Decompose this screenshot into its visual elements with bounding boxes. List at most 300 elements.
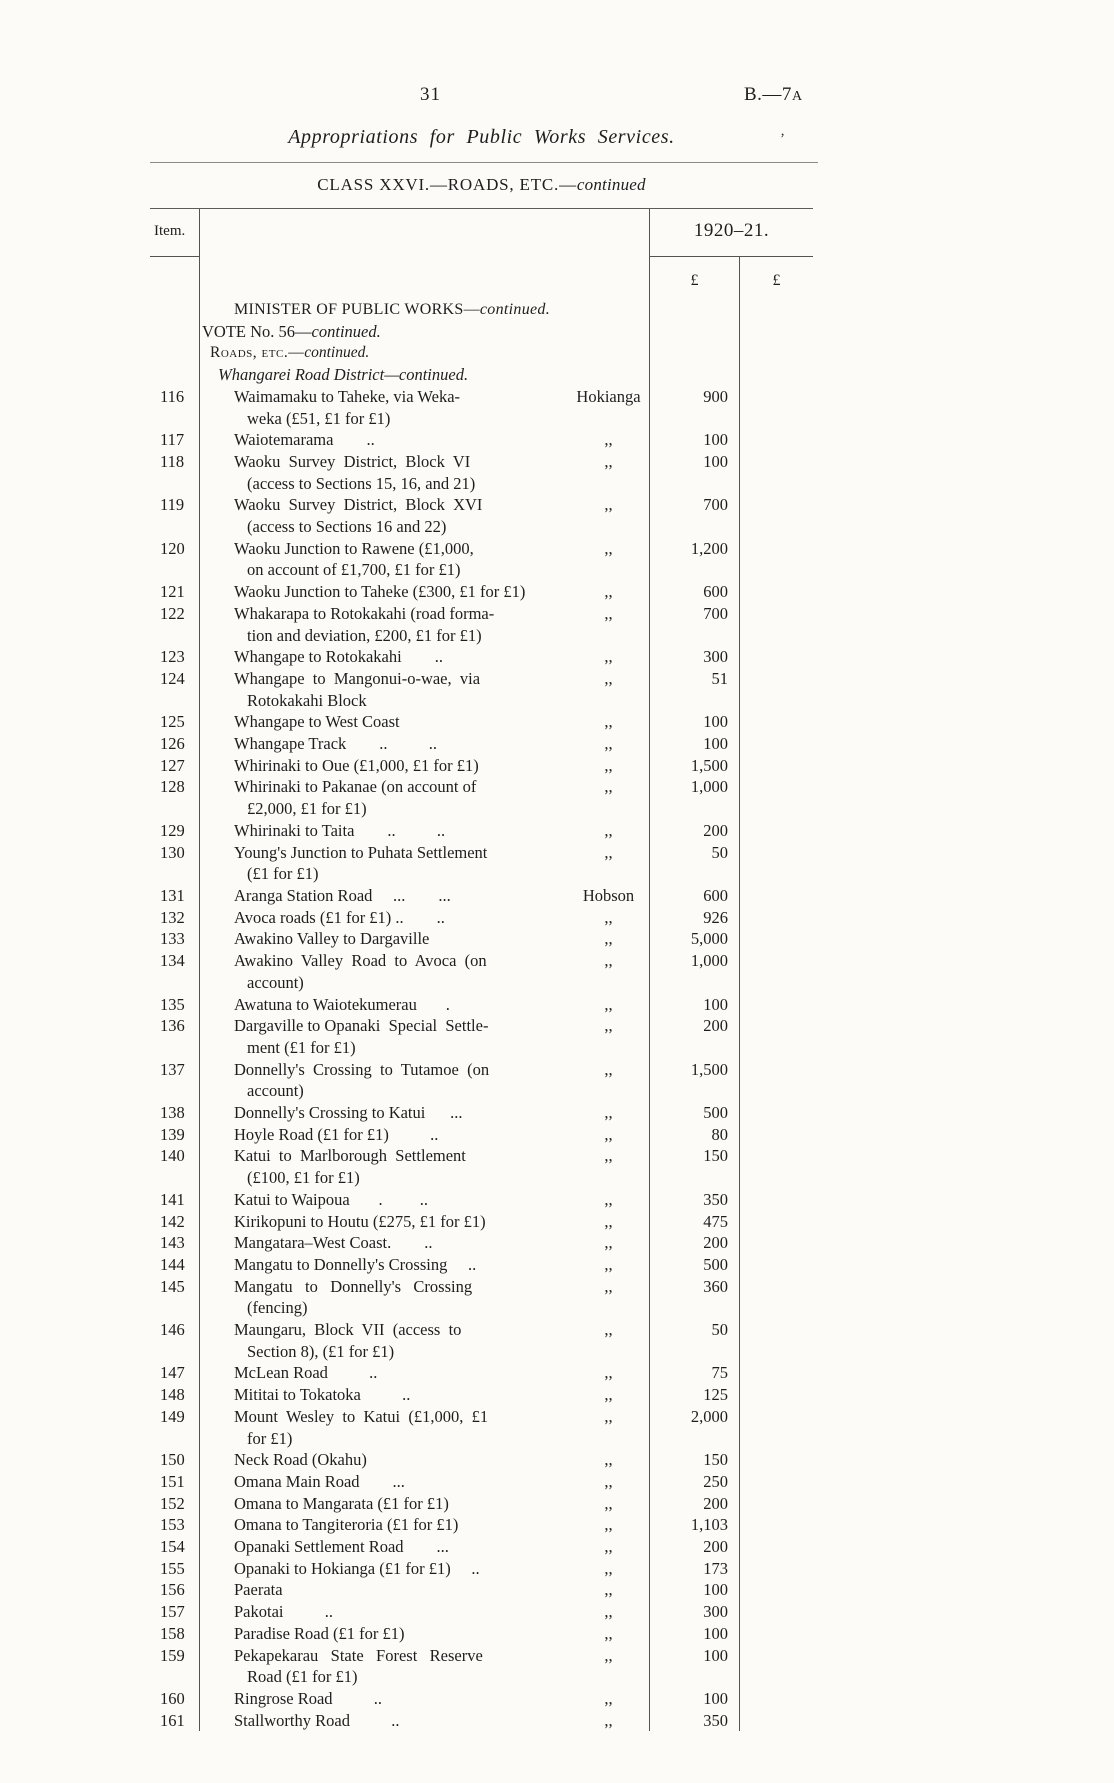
class-heading [150,175,813,195]
table-row [150,733,813,755]
table-row [150,451,813,494]
district [568,321,650,343]
description: Paerata [234,1580,283,1600]
district: ,, [568,733,650,755]
table-row [150,820,813,842]
header-spacer [200,209,568,257]
amount: 900 [650,386,740,429]
item-number: 125 [150,711,200,733]
table-row [150,907,813,929]
amount: 150 [650,1449,740,1471]
district: ,, [568,1232,650,1254]
section-continued: continued. [304,344,370,362]
item-number: 156 [150,1579,200,1601]
item-number: 146 [150,1319,200,1362]
description: Donnelly's Crossing to Katui ... [234,1103,463,1123]
amount: 1,000 [650,950,740,993]
table-body [150,299,813,1731]
amount: 600 [650,581,740,603]
amount-secondary [740,1211,813,1233]
amount-secondary [740,820,813,842]
district: ,, [568,494,650,537]
amount: 500 [650,1102,740,1124]
description: Kirikopuni to Houtu (£275, £1 for £1) [234,1211,486,1231]
amount-secondary [740,321,813,343]
amount-secondary [740,299,813,321]
amount-secondary [740,1232,813,1254]
description: Omana to Tangiteroria (£1 for £1) [234,1515,459,1535]
amount: 100 [650,1623,740,1645]
amount-secondary [740,885,813,907]
item-number: 161 [150,1710,200,1732]
amount-secondary [740,1558,813,1580]
currency-header-left: £ [650,257,740,299]
description: Whakarapa to Rotokakahi (road forma- tion and deviation, £200, £1 for £1) [234,603,495,645]
amount: 1,200 [650,538,740,581]
amount-secondary [740,1514,813,1536]
description: Awakino Valley to Dargaville [234,929,430,949]
amount-secondary [740,1471,813,1493]
district: ,, [568,1254,650,1276]
amount-secondary [740,994,813,1016]
amount-secondary [740,386,813,429]
district: Hobson [568,885,650,907]
amount: 1,103 [650,1514,740,1536]
amount-secondary [740,1623,813,1645]
amount: 51 [650,668,740,711]
table-row [150,603,813,646]
item-number: 133 [150,928,200,950]
amount: 700 [650,603,740,646]
amount: 200 [650,1536,740,1558]
district: ,, [568,581,650,603]
item-number [150,321,200,343]
table-row [150,1059,813,1102]
currency-header-right: £ [772,272,781,289]
amount: 500 [650,1254,740,1276]
table-row [150,928,813,950]
district: ,, [568,1514,650,1536]
item-number: 119 [150,494,200,537]
table-row [150,386,813,429]
description: Waiotemarama .. [234,430,375,450]
amount-secondary [740,1189,813,1211]
amount-secondary [740,755,813,777]
description: Katui to Marlborough Settlement (£100, £1 for £1) [234,1146,466,1188]
amount-secondary [740,1254,813,1276]
description [200,342,568,364]
table-row [150,1232,813,1254]
table-row [150,1471,813,1493]
district: ,, [568,1362,650,1384]
amount-secondary [740,1601,813,1623]
table-row [150,1406,813,1449]
item-number: 134 [150,950,200,993]
district: ,, [568,1449,650,1471]
district: ,, [568,1471,650,1493]
district: ,, [568,668,650,711]
description: Stallworthy Road .. [234,1710,400,1730]
amount: 100 [650,451,740,494]
header-spacer [200,257,568,299]
description: Paradise Road (£1 for £1) [234,1623,405,1643]
amount: 350 [650,1189,740,1211]
amount: 100 [650,1579,740,1601]
description: Mangatara–West Coast. .. [234,1233,433,1253]
item-number: 117 [150,429,200,451]
district: ,, [568,1124,650,1146]
item-number: 157 [150,1601,200,1623]
description: Neck Road (Okahu) [234,1450,367,1470]
item-number: 140 [150,1145,200,1188]
item-column-header: Item. [150,209,200,257]
table-row [150,429,813,451]
table-row [150,494,813,537]
item-number: 148 [150,1384,200,1406]
item-number: 121 [150,581,200,603]
district: ,, [568,711,650,733]
item-number: 126 [150,733,200,755]
table-row [150,1449,813,1471]
table-row [150,842,813,885]
district: ,, [568,1102,650,1124]
amount-secondary [740,1449,813,1471]
amount: 100 [650,1688,740,1710]
amount-secondary [740,950,813,993]
district: ,, [568,1384,650,1406]
item-number: 160 [150,1688,200,1710]
item-number: 154 [150,1536,200,1558]
amount-secondary [740,907,813,929]
table-row [150,1276,813,1319]
amount [650,364,740,386]
district: ,, [568,1059,650,1102]
district: ,, [568,1211,650,1233]
table-row [150,1514,813,1536]
class-heading-text: CLASS XXVI.—ROADS, ETC.— [317,175,577,194]
amount: 1,500 [650,1059,740,1102]
item-number: 150 [150,1449,200,1471]
district: ,, [568,1406,650,1449]
item-number [150,342,200,364]
item-number: 123 [150,646,200,668]
amount-secondary [740,1059,813,1102]
table-row [150,1623,813,1645]
description: Mititai to Tokatoka .. [234,1385,411,1405]
district: ,, [568,1710,650,1732]
description: Whirinaki to Oue (£1,000, £1 for £1) [234,755,479,775]
district [568,364,650,386]
table-row [150,1384,813,1406]
section-continued: continued. [311,321,381,341]
table-row [150,1102,813,1124]
amount-secondary [740,1362,813,1384]
description: Awatuna to Waiotekumerau . [234,994,450,1014]
amount-secondary [740,1145,813,1188]
section-text: Whangarei Road District— [218,365,399,385]
section-row [150,321,813,343]
district: ,, [568,538,650,581]
table-row [150,1145,813,1188]
amount-secondary [740,581,813,603]
description: Whirinaki to Pakanae (on account of £2,000, £1 for £1) [234,777,477,819]
district: ,, [568,1623,650,1645]
table-row [150,1189,813,1211]
description: Whangape to Mangonui-o-wae, via Rotokakahi Block [234,668,481,710]
district: ,, [568,1493,650,1515]
table-row [150,1558,813,1580]
amount-secondary [740,1710,813,1732]
item-number: 120 [150,538,200,581]
table-row [150,1211,813,1233]
district: ,, [568,603,650,646]
description: Opanaki to Hokianga (£1 for £1) .. [234,1558,480,1578]
item-number: 130 [150,842,200,885]
amount-secondary [740,364,813,386]
amount: 300 [650,1601,740,1623]
description: Avoca roads (£1 for £1) .. .. [234,907,445,927]
table-row [150,538,813,581]
description: Hoyle Road (£1 for £1) .. [234,1124,439,1144]
scan-mark: ’ [780,131,785,147]
document-reference-main: B.—7 [744,84,792,105]
table-row [150,885,813,907]
section-row [150,299,813,321]
amount: 926 [650,907,740,929]
item-number: 137 [150,1059,200,1102]
description: Maungaru, Block VII (access to Section 8), (£1 for £1) [234,1320,462,1361]
description [200,321,568,343]
item-number: 128 [150,776,200,819]
item-number: 116 [150,386,200,429]
amount: 100 [650,1645,740,1688]
amount: 475 [650,1211,740,1233]
description: Whangape Track .. .. [234,734,438,754]
table-row [150,1015,813,1058]
district: ,, [568,1579,650,1601]
item-number: 155 [150,1558,200,1580]
district [568,342,650,364]
description: Mangatu to Donnelly's Crossing .. [234,1254,477,1274]
description: Pekapekarau State Forest Reserve Road (£1 for £1) [234,1645,483,1687]
amount: 250 [650,1471,740,1493]
year-column-header: 1920–21. [650,209,813,257]
item-number: 124 [150,668,200,711]
amount: 200 [650,820,740,842]
district: ,, [568,1189,650,1211]
table-row [150,950,813,993]
amount: 100 [650,711,740,733]
table-row [150,1601,813,1623]
amount: 125 [650,1384,740,1406]
amount-secondary [740,494,813,537]
amount-secondary [740,1536,813,1558]
item-number: 153 [150,1514,200,1536]
district: ,, [568,755,650,777]
district: Hokianga [568,386,650,429]
item-number: 136 [150,1015,200,1058]
district: ,, [568,1319,650,1362]
amount [650,342,740,364]
section-continued: continued. [398,365,469,385]
district: ,, [568,1601,650,1623]
amount-secondary [740,733,813,755]
section-text: Roads, etc.— [210,344,305,362]
district: ,, [568,1276,650,1319]
amount: 80 [650,1124,740,1146]
item-number [150,364,200,386]
district: ,, [568,776,650,819]
amount-secondary [740,928,813,950]
amount: 1,500 [650,755,740,777]
district: ,, [568,928,650,950]
item-number: 131 [150,885,200,907]
amount: 50 [650,842,740,885]
document-reference [744,84,803,106]
district: ,, [568,1145,650,1188]
item-number: 132 [150,907,200,929]
district: ,, [568,1558,650,1580]
item-number: 145 [150,1276,200,1319]
item-number: 138 [150,1102,200,1124]
table-row [150,1536,813,1558]
amount-secondary [740,1688,813,1710]
table-row [150,994,813,1016]
item-number: 159 [150,1645,200,1688]
amount [650,299,740,321]
table-row [150,755,813,777]
amount [650,321,740,343]
table-row [150,1579,813,1601]
page-number: 31 [420,84,441,105]
description: Pakotai .. [234,1602,333,1622]
description: Waoku Survey District, Block XVI (access to Sections 16 and 22) [234,495,483,537]
description: Ringrose Road .. [234,1689,383,1708]
amount: 350 [650,1710,740,1732]
description: Opanaki Settlement Road ... [234,1537,449,1557]
amount: 200 [650,1493,740,1515]
item-number: 144 [150,1254,200,1276]
table-row [150,668,813,711]
amount-secondary [740,668,813,711]
description: Waoku Junction to Taheke (£300, £1 for £1) [234,582,526,602]
item-number: 142 [150,1211,200,1233]
description: Aranga Station Road ... ... [234,885,451,905]
amount-secondary [740,342,813,364]
item-number: 158 [150,1623,200,1645]
amount-secondary [740,1015,813,1058]
district: ,, [568,429,650,451]
amount-secondary [740,646,813,668]
amount: 700 [650,494,740,537]
amount: 5,000 [650,928,740,950]
description: Omana to Mangarata (£1 for £1) [234,1493,449,1513]
district [568,299,650,321]
amount: 100 [650,994,740,1016]
table-row [150,1493,813,1515]
district: ,, [568,1536,650,1558]
table-row [150,1124,813,1146]
item-number: 118 [150,451,200,494]
description: Awakino Valley Road to Avoca (on account) [234,951,487,992]
district: ,, [568,451,650,494]
section-row [150,364,813,386]
section-text: MINISTER OF PUBLIC WORKS— [234,301,480,318]
description [200,364,568,386]
horizontal-rule [150,162,818,163]
description: Waoku Survey District, Block VI (access to Sections 15, 16, and 21) [234,451,476,493]
item-number: 127 [150,755,200,777]
section-continued: continued. [479,301,550,318]
item-number: 151 [150,1471,200,1493]
table-row [150,1710,813,1732]
district: ,, [568,646,650,668]
table-row [150,646,813,668]
description: Whangape to Rotokakahi .. [234,647,443,667]
amount-secondary [740,1102,813,1124]
description: Katui to Waipoua . .. [234,1189,429,1209]
amount-secondary [740,1319,813,1362]
document-reference-suffix: A [791,89,803,104]
item-number: 143 [150,1232,200,1254]
item-number: 141 [150,1189,200,1211]
amount-secondary [740,711,813,733]
amount-secondary [740,1645,813,1688]
amount-secondary [740,603,813,646]
item-number: 152 [150,1493,200,1515]
description: Dargaville to Opanaki Special Settle- ment (£1 for £1) [234,1016,489,1057]
amount: 2,000 [650,1406,740,1449]
table-row [150,1362,813,1384]
district: ,, [568,842,650,885]
amount: 100 [650,733,740,755]
district: ,, [568,1688,650,1710]
table-row [150,1319,813,1362]
item-number: 149 [150,1406,200,1449]
amount-secondary [740,1493,813,1515]
description: Omana Main Road ... [234,1471,405,1491]
amount: 600 [650,885,740,907]
amount-secondary [740,1406,813,1449]
document-title: Appropriations for Public Works Services. [288,126,675,148]
amount: 200 [650,1015,740,1058]
amount-secondary [740,1384,813,1406]
amount-secondary [740,429,813,451]
item-number [150,299,200,321]
header-spacer [150,257,200,299]
table-header-row-1 [150,209,813,257]
district: ,, [568,1015,650,1058]
item-number: 139 [150,1124,200,1146]
amount: 150 [650,1145,740,1188]
description: Whirinaki to Taita .. .. [234,820,446,840]
amount-secondary [740,1276,813,1319]
header-spacer [568,209,650,257]
district: ,, [568,1645,650,1688]
amount: 200 [650,1232,740,1254]
amount-secondary [740,538,813,581]
amount-secondary [740,451,813,494]
item-number: 122 [150,603,200,646]
amount-secondary [740,1579,813,1601]
table-row [150,1254,813,1276]
table-row [150,581,813,603]
amount: 1,000 [650,776,740,819]
amount: 75 [650,1362,740,1384]
table-header-row-2 [150,257,813,299]
amount: 173 [650,1558,740,1580]
description: Young's Junction to Puhata Settlement (£1 for £1) [234,842,488,884]
